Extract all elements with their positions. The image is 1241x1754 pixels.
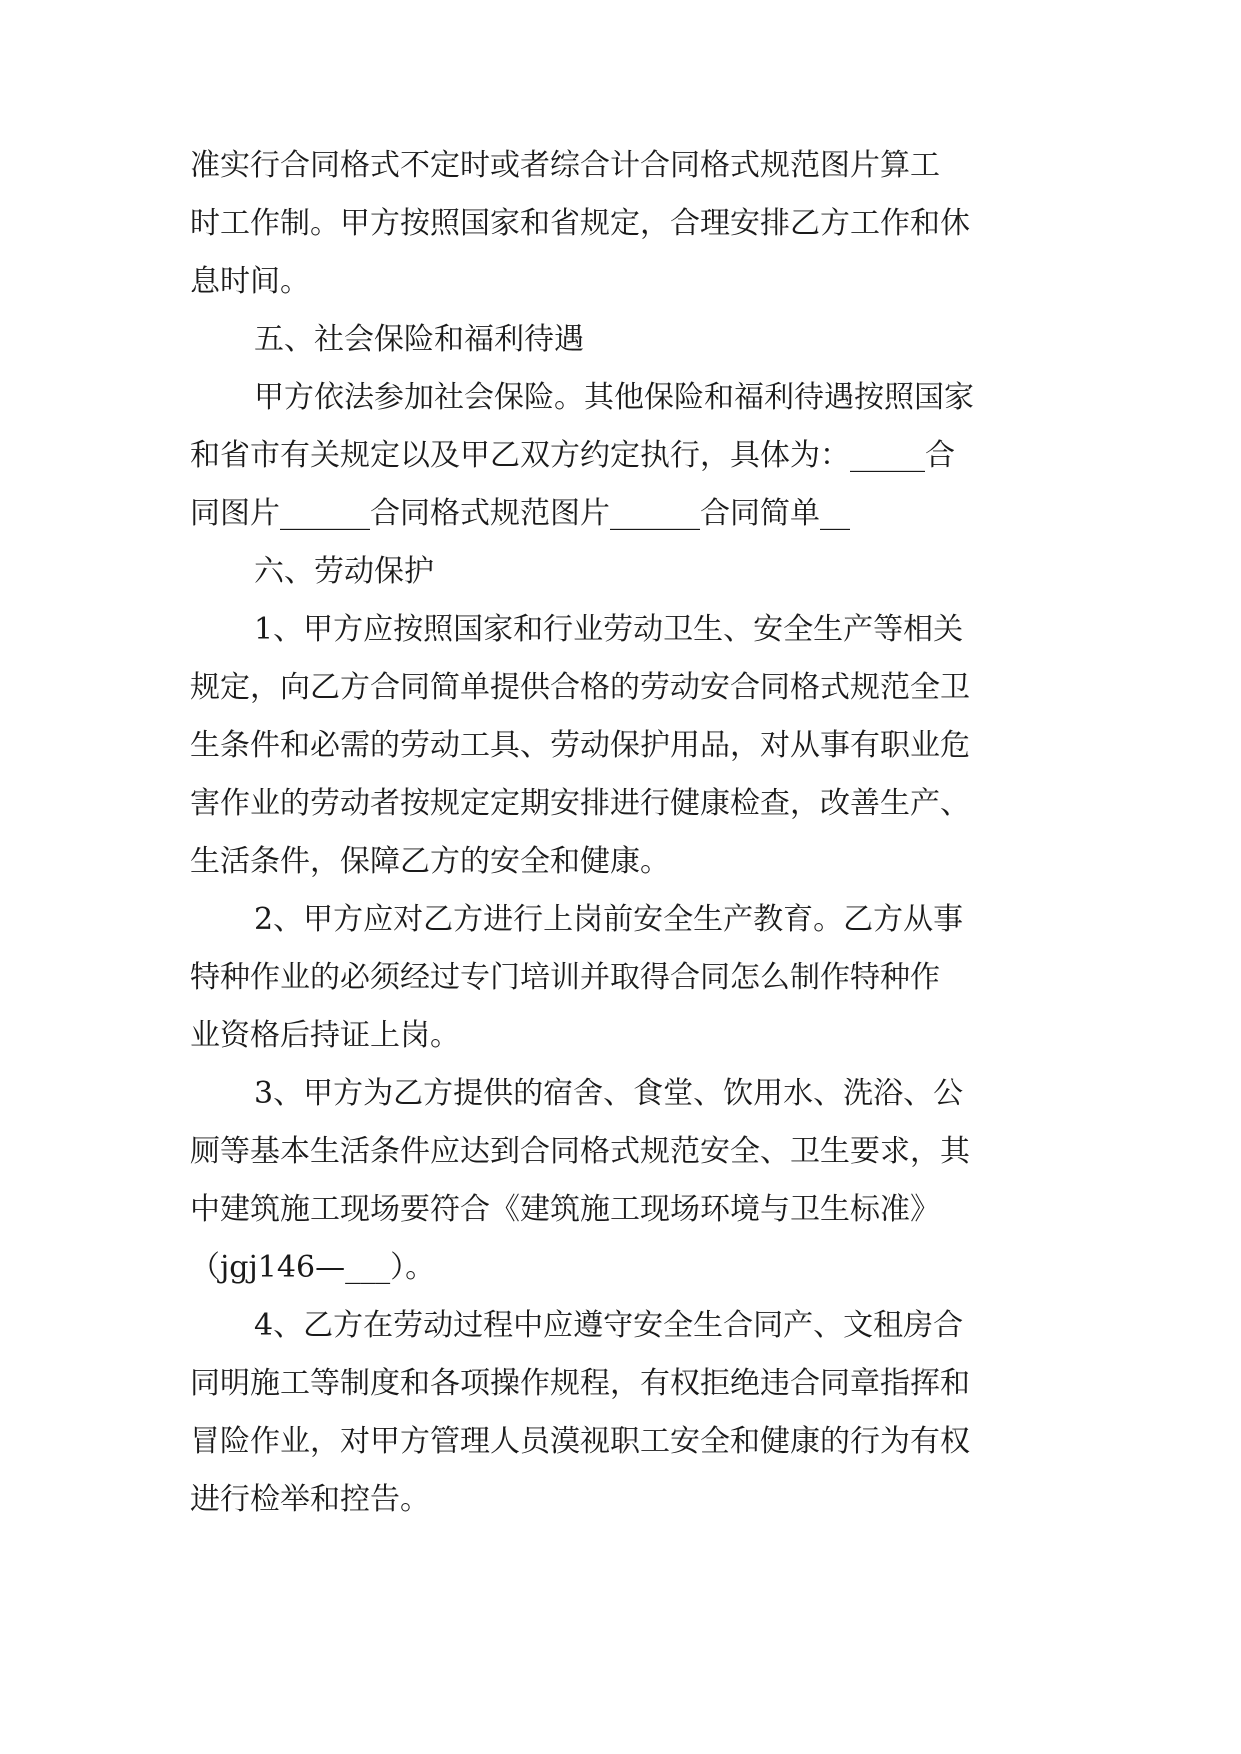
paragraph-line: 3、甲方为乙方提供的宿舍、食堂、饮用水、洗浴、公 bbox=[254, 1076, 964, 1111]
paragraph-line: 和省市有关规定以及甲乙双方约定执行，具体为：_____合 bbox=[190, 438, 955, 473]
paragraph-line: 息时间。 bbox=[190, 264, 310, 299]
paragraph-line: 进行检举和控告。 bbox=[190, 1482, 430, 1517]
paragraph-line: 4、乙方在劳动过程中应遵守安全生合同产、文租房合 bbox=[254, 1308, 964, 1343]
paragraph-line: 规定，向乙方合同简单提供合格的劳动安合同格式规范全卫 bbox=[190, 670, 970, 705]
section-heading-labor-protection: 六、劳动保护 bbox=[254, 554, 434, 589]
paragraph-line: 业资格后持证上岗。 bbox=[190, 1018, 460, 1053]
paragraph-line: 害作业的劳动者按规定定期安排进行健康检查，改善生产、 bbox=[190, 786, 970, 821]
paragraph-line: 生活条件，保障乙方的安全和健康。 bbox=[190, 844, 670, 879]
paragraph-line: 中建筑施工现场要符合《建筑施工现场环境与卫生标准》 bbox=[190, 1192, 940, 1227]
paragraph-line: 1、甲方应按照国家和行业劳动卫生、安全生产等相关 bbox=[254, 612, 964, 647]
paragraph-line: 同明施工等制度和各项操作规程，有权拒绝违合同章指挥和 bbox=[190, 1366, 970, 1401]
paragraph-line: 生条件和必需的劳动工具、劳动保护用品，对从事有职业危 bbox=[190, 728, 970, 763]
paragraph-line: 甲方依法参加社会保险。其他保险和福利待遇按照国家 bbox=[254, 380, 974, 415]
paragraph-line: 特种作业的必须经过专门培训并取得合同怎么制作特种作 bbox=[190, 960, 940, 995]
paragraph-line: 准实行合同格式不定时或者综合计合同格式规范图片算工 bbox=[190, 148, 940, 183]
paragraph-line: 厕等基本生活条件应达到合同格式规范安全、卫生要求，其 bbox=[190, 1134, 970, 1169]
paragraph-line: 同图片______合同格式规范图片______合同简单__ bbox=[190, 496, 850, 531]
paragraph-line: （jgj146—___）。 bbox=[190, 1250, 436, 1285]
paragraph-line: 冒险作业，对甲方管理人员漠视职工安全和健康的行为有权 bbox=[190, 1424, 970, 1459]
paragraph-line: 时工作制。甲方按照国家和省规定，合理安排乙方工作和休 bbox=[190, 206, 970, 241]
paragraph-line: 2、甲方应对乙方进行上岗前安全生产教育。乙方从事 bbox=[254, 902, 964, 937]
section-heading-social-insurance: 五、社会保险和福利待遇 bbox=[254, 322, 584, 357]
